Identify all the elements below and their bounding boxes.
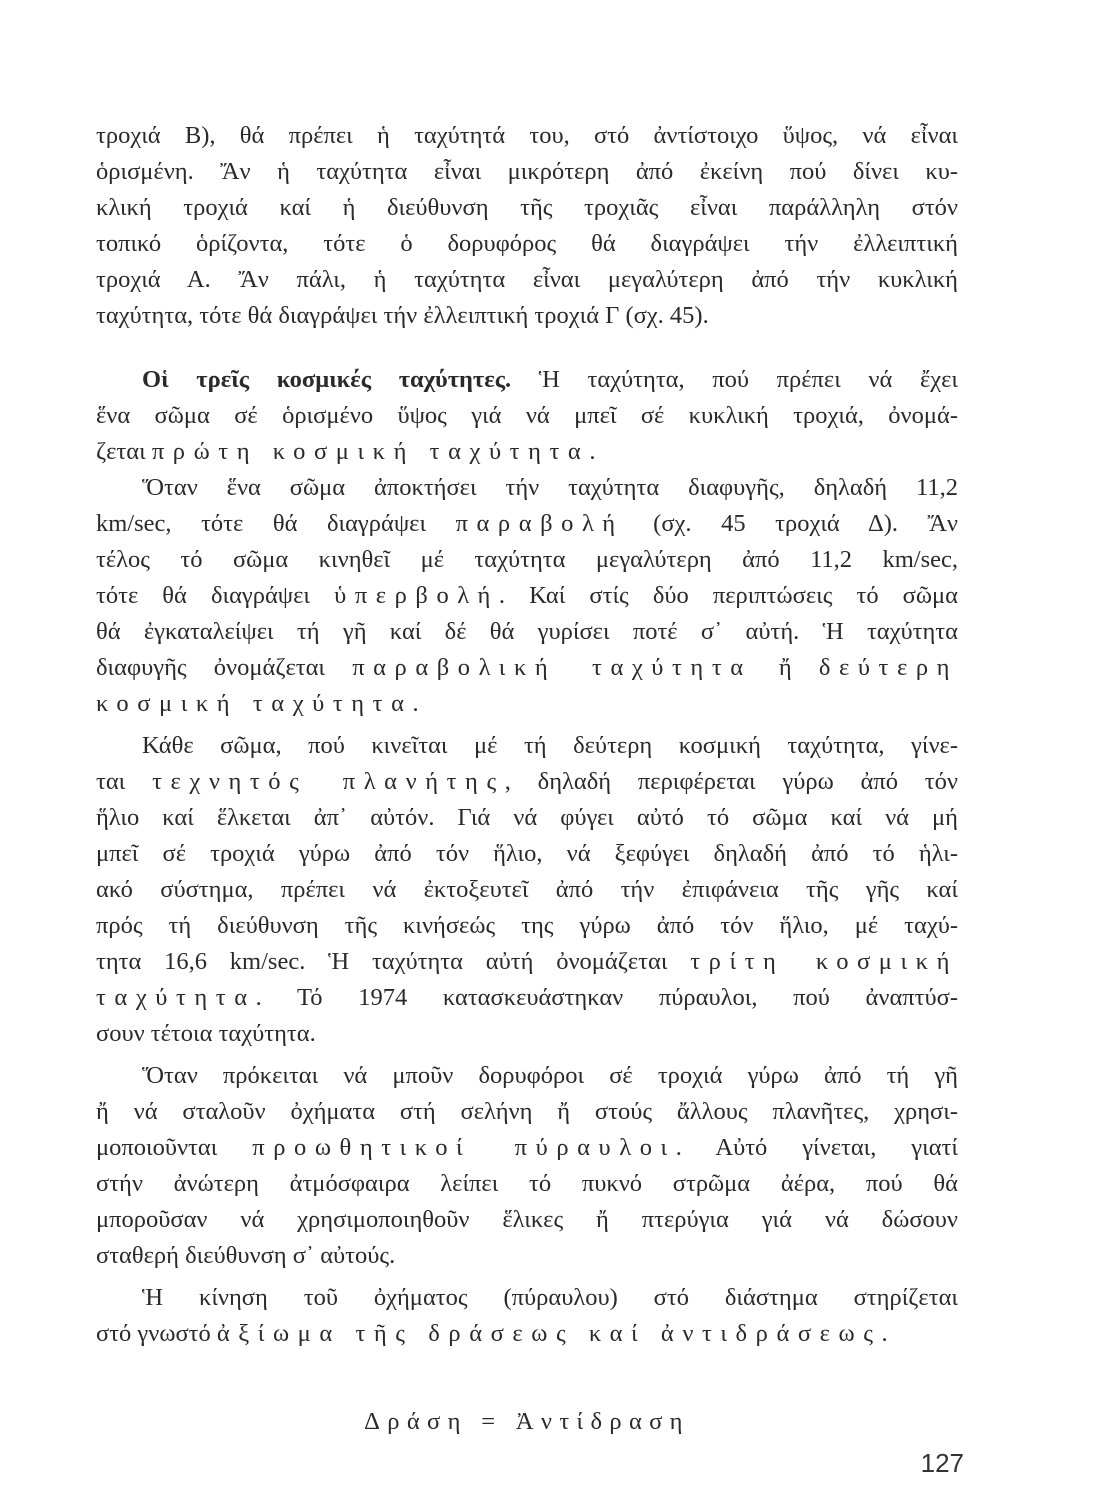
text-line: στήν ἀνώτερη ἀτμόσφαιρα λείπει τό πυκνό στρῶμα ἀέρα, πού θά xyxy=(96,1170,958,1197)
spaced-term: τρίτη κοσμική xyxy=(690,948,958,975)
text-line: ἤ νά σταλοῦν ὀχήματα στή σελήνη ἤ στούς ἄλλους πλανῆτες, χρησι- xyxy=(96,1098,958,1125)
paragraph-escape-velocity xyxy=(96,470,958,722)
text-line: Κάθε σῶμα, πού κινεῖται μέ τή δεύτερη κοσμική ταχύτητα, γίνε- xyxy=(142,732,958,759)
section-heading: Οἱ τρεῖς κοσμικές ταχύτητες. xyxy=(142,366,512,393)
text-line: ακό σύστημα, πρέπει νά ἐκτοξευτεῖ ἀπό τήν ἐπιφάνεια τῆς γῆς καί xyxy=(96,876,958,903)
text-line: σουν τέτοια ταχύτητα. xyxy=(96,1020,316,1047)
text-line: τροχιά Β), θά πρέπει ἡ ταχύτητά του, στό ἀντίστοιχο ὕψος, νά εἶναι xyxy=(96,122,958,149)
spaced-term: δεύτερη xyxy=(818,654,958,681)
text-line: ταχύτητα. Τό 1974 κατασκευάστηκαν πύραυλοι, πού ἀναπτύσ- xyxy=(96,984,958,1011)
paragraph-third-velocity xyxy=(96,728,958,1052)
text-line: μπεῖ σέ τροχιά γύρω ἀπό τόν ἥλιο, νά ξεφύγει δηλαδή ἀπό τό ἡλι- xyxy=(96,840,958,867)
spaced-term: παραβολή xyxy=(455,510,624,537)
spaced-term: τεχνητός πλανήτης xyxy=(152,768,505,795)
text-line: στό γνωστό ἀξίωμα τῆς δράσεως καί ἀντιδράσεως. xyxy=(96,1320,888,1347)
text-line: θά ἐγκαταλείψει τή γῆ καί δέ θά γυρίσει ποτέ σ᾽ αὐτή. Ἡ ταχύτητα xyxy=(96,618,958,645)
text-line: κλική τροχιά καί ἡ διεύθυνση τῆς τροχιᾶς εἶναι παράλληλη στόν xyxy=(96,194,958,221)
paragraph-orbits xyxy=(96,118,958,334)
spaced-term: ἀξίωμα τῆς δράσεως καί ἀντιδράσεως xyxy=(216,1320,882,1347)
page-body xyxy=(96,118,958,1440)
text-line: τροχιά Α. Ἄν πάλι, ἡ ταχύτητα εἶναι μεγαλύτερη ἀπό τήν κυκλική xyxy=(96,266,958,293)
text-line: μοποιοῦνται προωθητικοί πύραυλοι. Αὐτό γίνεται, γιατί xyxy=(96,1134,958,1161)
text-line: πρός τή διεύθυνση τῆς κινήσεώς της γύρω ἀπό τόν ἥλιο, μέ ταχύ- xyxy=(96,912,958,939)
paragraph-action-reaction xyxy=(96,1280,958,1352)
spaced-term: ὑπερβολή xyxy=(334,582,499,609)
text-line: Ὅταν πρόκειται νά μποῦν δορυφόροι σέ τροχιά γύρω ἀπό τή γῆ xyxy=(142,1062,958,1089)
text-line: τότε θά διαγράψει ὑπερβολή. Καί στίς δύο περιπτώσεις τό σῶμα xyxy=(96,582,958,609)
text-line: km/sec, τότε θά διαγράψει παραβολή (σχ. 45 τροχιά Δ). Ἄν xyxy=(96,510,958,537)
text-line: ται τεχνητός πλανήτης, δηλαδή περιφέρεται γύρω ἀπό τόν xyxy=(96,768,958,795)
text-line: ὁρισμένη. Ἄν ἡ ταχύτητα εἶναι μικρότερη ἀπό ἐκείνη πού δίνει κυ- xyxy=(96,158,958,185)
spaced-term: κοσμική ταχύτητα xyxy=(96,690,413,717)
text-line: ἕνα σῶμα σέ ὁρισμένο ὕψος γιά νά μπεῖ σέ κυκλική τροχιά, ὀνομά- xyxy=(96,402,958,429)
text-line: μποροῦσαν νά χρησιμοποιηθοῦν ἕλικες ἤ πτερύγια γιά νά δώσουν xyxy=(96,1206,958,1233)
spaced-term: παραβολική ταχύτητα xyxy=(352,654,752,681)
page-number: 127 xyxy=(920,1448,964,1478)
spaced-term: ταχύτητα xyxy=(96,984,256,1011)
paragraph-cosmic-velocities xyxy=(96,362,958,470)
spaced-term: πρώτη κοσμική ταχύτητα xyxy=(151,438,590,465)
equation: Δράση = Ἀντίδραση xyxy=(364,1408,690,1435)
text-line: σταθερή διεύθυνση σ᾽ αὐτούς. xyxy=(96,1242,396,1269)
text-line: ταχύτητα, τότε θά διαγράψει τήν ἐλλειπτική τροχιά Γ (σχ. 45). xyxy=(96,302,709,329)
text-line: διαφυγῆς ὀνομάζεται παραβολική ταχύτητα ἤ δεύτερη xyxy=(96,654,958,681)
text-line: ἥλιο καί ἕλκεται ἀπ᾽ αὐτόν. Γιά νά φύγει αὐτό τό σῶμα καί νά μή xyxy=(96,804,958,831)
spaced-term: προωθητικοί πύραυλοι xyxy=(252,1134,676,1161)
text-line: κοσμική ταχύτητα. xyxy=(96,690,419,717)
text-line: Οἱ τρεῖς κοσμικές ταχύτητες. Ἡ ταχύτητα, πού πρέπει νά ἔχει xyxy=(142,366,958,393)
text-line: τέλος τό σῶμα κινηθεῖ μέ ταχύτητα μεγαλύτερη ἀπό 11,2 km/sec, xyxy=(96,546,958,573)
text-line: Ὅταν ἕνα σῶμα ἀποκτήσει τήν ταχύτητα διαφυγῆς, δηλαδή 11,2 xyxy=(142,474,958,501)
text-line: τητα 16,6 km/sec. Ἡ ταχύτητα αὐτή ὀνομάζεται τρίτη κοσμική xyxy=(96,948,958,975)
text-line: Ἡ κίνηση τοῦ ὀχήματος (πύραυλου) στό διάστημα στηρίζεται xyxy=(142,1284,958,1311)
text-line: ζεται πρώτη κοσμική ταχύτητα. xyxy=(96,438,596,465)
paragraph-rockets xyxy=(96,1058,958,1274)
text-line: τοπικό ὁρίζοντα, τότε ὁ δορυφόρος θά διαγράψει τήν ἐλλειπτική xyxy=(96,230,958,257)
